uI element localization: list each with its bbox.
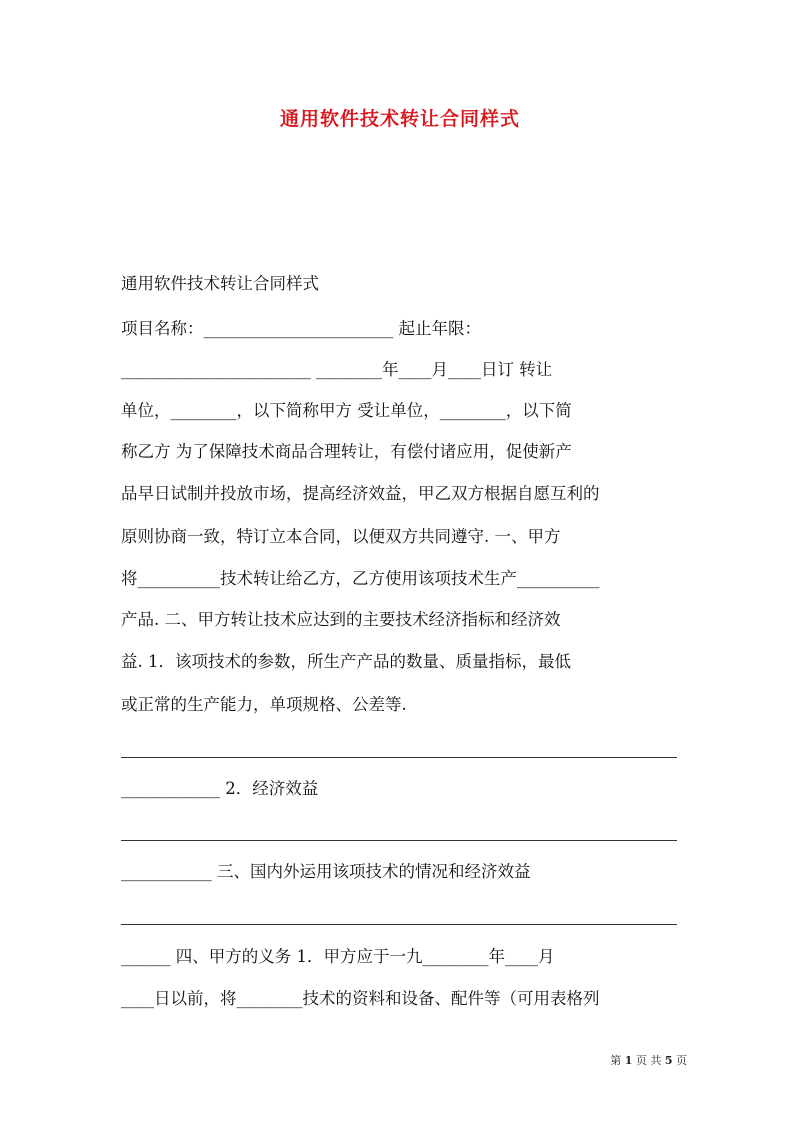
blank-fill-line (121, 757, 677, 758)
body-line: 项目名称：_______________________ 起止年限： (121, 319, 481, 338)
footer-middle: 页 共 (635, 1054, 662, 1067)
body-line: 单位，________，以下简称甲方 受让单位，________，以下简 (121, 401, 572, 420)
blank-fill-line (121, 924, 677, 925)
body-line: 益. 1．该项技术的参数，所生产产品的数量、质量指标，最低 (121, 652, 571, 671)
body-line: ___________ 三、国内外运用该项技术的情况和经济效益 (121, 862, 531, 881)
body-line: 产品. 二、甲方转让技术应达到的主要技术经济指标和经济效 (121, 610, 561, 629)
body-line: 原则协商一致，特订立本合同，以便双方共同遵守. 一、甲方 (121, 527, 561, 546)
body-line: 品早日试制并投放市场，提高经济效益，甲乙双方根据自愿互利的 (121, 484, 600, 503)
body-line: ____日以前，将________技术的资料和设备、配件等（可用表格列 (121, 989, 600, 1008)
body-line: 通用软件技术转让合同样式 (121, 274, 319, 293)
body-line: ______ 四、甲方的义务 1．甲方应于一九________年____月 (121, 947, 555, 966)
body-line: 将__________技术转让给乙方，乙方使用该项技术生产__________ (121, 569, 600, 588)
body-line: ____________ 2．经济效益 (121, 779, 319, 798)
footer-prefix: 第 (610, 1054, 622, 1067)
footer-suffix: 页 (676, 1054, 687, 1067)
body-line: 称乙方 为了保障技术商品合理转让，有偿付诸应用，促使新产 (121, 442, 572, 461)
page-footer (0, 1052, 687, 1068)
body-line: _______________________ ________年____月____日订 转让 (121, 360, 553, 379)
footer-page-number: 1 (624, 1054, 633, 1067)
document-title: 通用软件技术转让合同样式 (279, 108, 520, 130)
body-line: 或正常的生产能力，单项规格、公差等. (121, 695, 407, 714)
footer-total-pages: 5 (664, 1054, 673, 1067)
blank-fill-line (121, 840, 677, 841)
